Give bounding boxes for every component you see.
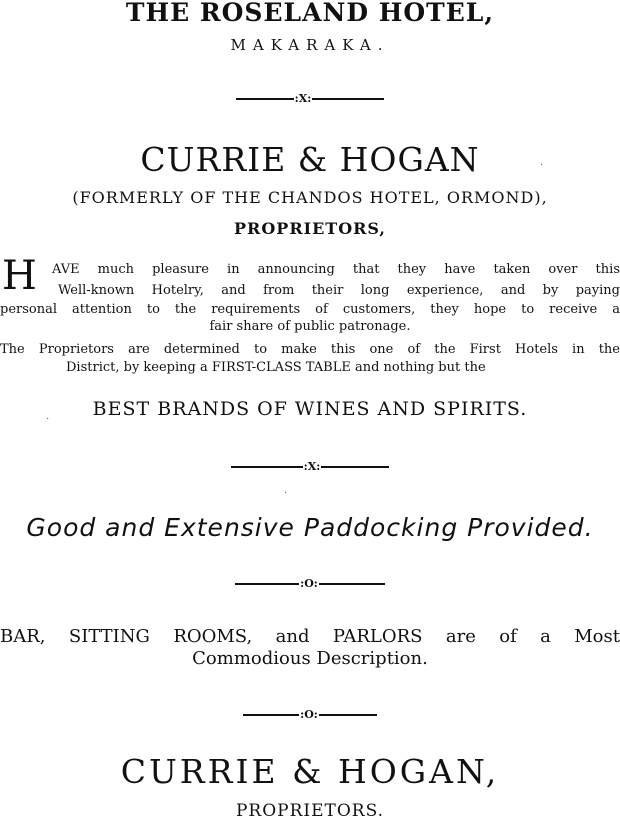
divider-rule-right [319,714,377,716]
best-brands-heading: BEST BRANDS OF WINES AND SPIRITS. [92,398,528,420]
divider-ornament: :X: [294,92,312,105]
proprietors-label: PROPRIETORS, [234,219,386,238]
print-speck: · [46,414,50,425]
divider-rule-left [231,466,303,468]
hotel-title: THE ROSELAND HOTEL, [125,0,495,27]
divider-o-1 [0,578,620,590]
divider-rule-right [319,583,385,585]
announcement-line: fair share of public patronage. [209,319,411,334]
divider-x-2 [0,461,620,473]
divider-rule-right [312,98,384,100]
divider-ornament: :O: [300,708,318,721]
paddocking-line: Good and Extensive Paddocking Provided. [26,513,594,542]
divider-ornament: :O: [300,577,318,590]
divider-x-1 [0,93,620,105]
announcement-line: Well-known Hotelry, and from their long experience, and by paying [58,283,620,298]
divider-o-2 [0,709,620,721]
divider-rule-left [243,714,299,716]
determined-line: District, by keeping a FIRST-CLASS TABLE and nothing but the [66,360,486,375]
print-speck: · [540,160,544,171]
formerly-note: (FORMERLY OF THE CHANDOS HOTEL, ORMOND), [72,188,548,207]
print-speck: · [284,488,288,499]
determined-line: The Proprietors are determined to make this one of the First Hotels in the [0,342,620,357]
town-name: MAKARAKA. [230,36,390,54]
bar-rooms-line: BAR, SITTING ROOMS, and PARLORS are of a Most [0,626,620,647]
divider-rule-left [236,98,294,100]
announcement-line: AVE much pleasure in announcing that they have taken over this [52,262,620,277]
closing-proprietors-name: CURRIE & HOGAN, [120,752,500,791]
divider-rule-left [235,583,299,585]
divider-rule-right [321,466,389,468]
proprietors-name: CURRIE & HOGAN [140,140,480,179]
drop-cap: H [2,253,37,299]
divider-ornament: :X: [303,460,321,473]
bar-rooms-line: Commodious Description. [192,648,428,669]
closing-proprietors-label: PROPRIETORS. [235,801,385,821]
announcement-line: personal attention to the requirements of customers, they hope to receive a [0,302,620,317]
